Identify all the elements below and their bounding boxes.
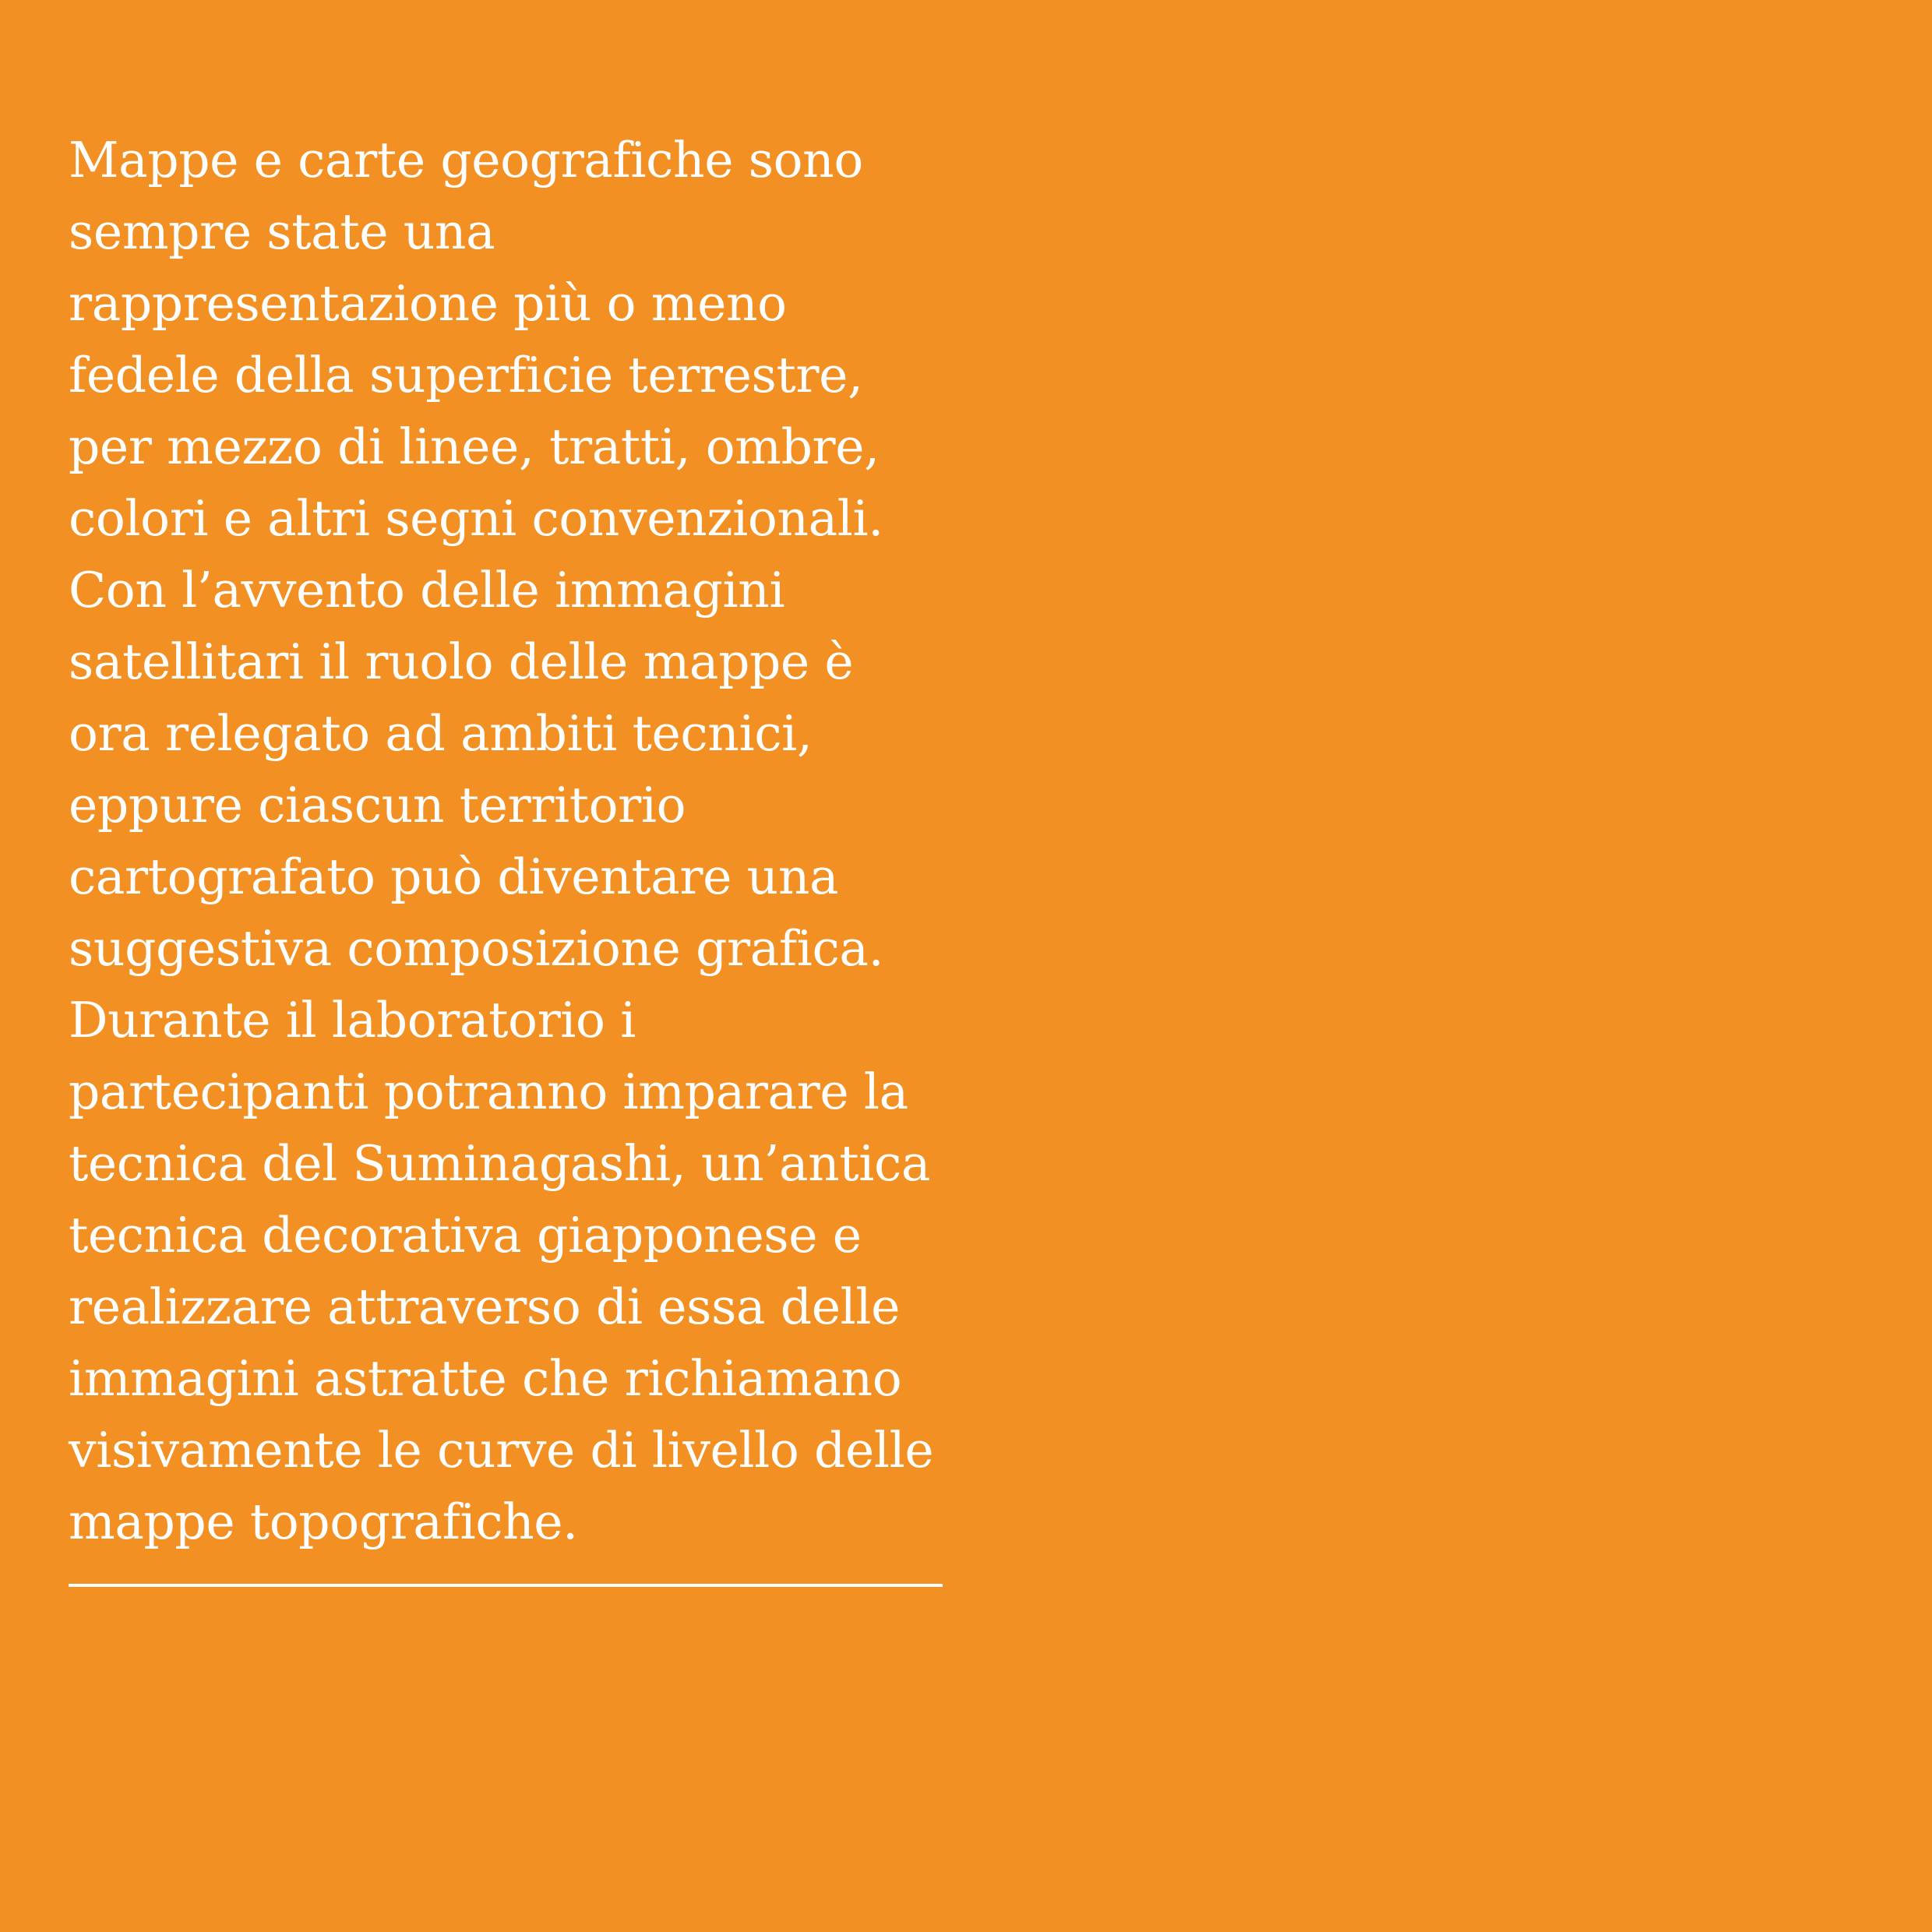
body-text bbox=[69, 125, 972, 1558]
text-line: fedele della superficie terrestre, bbox=[69, 347, 863, 404]
text-line: sempre state una bbox=[69, 203, 495, 260]
text-line: Durante il laboratorio i bbox=[69, 992, 636, 1049]
text-line: suggestiva composizione grafica. bbox=[69, 920, 884, 977]
text-line: ora relegato ad ambiti tecnici, bbox=[69, 705, 813, 762]
text-line: tecnica decorativa giapponese e bbox=[69, 1207, 862, 1264]
divider-line bbox=[69, 1584, 943, 1587]
text-line: visivamente le curve di livello delle bbox=[69, 1422, 934, 1479]
text-line: tecnica del Suminagashi, un’antica bbox=[69, 1135, 931, 1192]
text-line: colori e altri segni convenzionali. bbox=[69, 490, 883, 547]
text-line: Con l’avvento delle immagini bbox=[69, 562, 785, 619]
text-line: cartografato può diventare una bbox=[69, 848, 839, 905]
text-line: satellitari il ruolo delle mappe è bbox=[69, 633, 854, 690]
text-line: mappe topografiche. bbox=[69, 1493, 578, 1550]
text-line: immagini astratte che richiamano bbox=[69, 1350, 902, 1407]
text-line: per mezzo di linee, tratti, ombre, bbox=[69, 418, 880, 475]
text-line: eppure ciascun territorio bbox=[69, 777, 686, 834]
text-line: partecipanti potranno imparare la bbox=[69, 1063, 908, 1120]
text-line: rappresentazione più o meno bbox=[69, 275, 787, 332]
text-line: realizzare attraverso di essa delle bbox=[69, 1278, 900, 1335]
text-line: Mappe e carte geografiche sono bbox=[69, 132, 863, 189]
